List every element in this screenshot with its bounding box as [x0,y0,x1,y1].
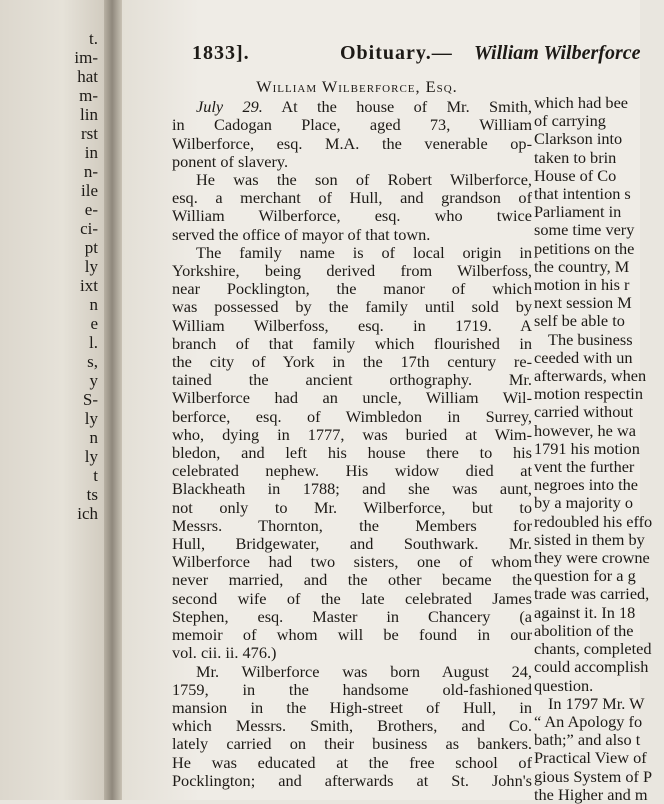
article-line-col2: vent the further [534,457,635,477]
article-line-col2: could accomplish [534,657,649,677]
article-line: bledon, and left his house there to his [172,443,532,463]
article-line: tained the ancient orthography. Mr. [172,370,532,390]
left-page-text-fragment: S- [82,390,98,409]
page-number: 1833]. [192,42,250,64]
column-two [534,94,664,804]
article-line-col2: House of Co [534,165,617,185]
article-line-col2: question for a g [534,566,636,586]
article-line-col2: however, he wa [534,420,636,440]
left-page-text-fragment: pt [84,238,98,257]
article-line-col2: motion respectin [534,384,643,404]
article-line-col2: they were crowne [534,548,650,568]
left-page-text-fragment: e [90,314,98,333]
left-page-text-fragment: ich [77,504,98,523]
article-line-col2: the Higher and m [534,784,648,804]
article-line-col2: that intention s [534,184,631,204]
article-line-col2: “ An Apology fo [534,711,643,731]
article-line: vol. cii. ii. 476.) [172,643,277,663]
article-line: in Cadogan Place, aged 73, William [172,115,532,135]
left-page-text-fragment: rst [81,124,98,143]
left-page-text-fragment: n- [83,162,98,181]
article-line-col2: taken to brin [534,147,617,167]
article-line: branch of that family which flourished in [172,333,532,353]
article-line: 1759, in the handsome old-fashioned [172,679,532,699]
article-line-col2: In 1797 Mr. W [548,693,645,713]
column-one [172,78,532,790]
article-line: lately carried on their business as bankers. [172,734,532,754]
article-line-col2: next session M [534,293,632,313]
left-page-text-fragment: ly [84,257,98,276]
article-line: He was the son of Robert Wilberforce, [196,170,532,190]
left-page-text-fragment: ci- [80,219,98,238]
article-line: berforce, esq. of Wimbledon in Surrey, [172,406,532,426]
article-line-col2: ceeded with un [534,347,633,367]
article-line: Yorkshire, being derived from Wilberfoss, [172,261,532,281]
article-line-col2: which had bee [534,93,629,112]
article-line: the city of York in the 17th century re- [172,352,532,372]
left-page-text-fragment: m- [79,86,98,105]
article-line: Hull, Bridgewater, and Southwark. Mr. [172,534,532,554]
article-line: Pocklington; and afterwards at St. John's [172,770,532,790]
left-page-text-fragment: s, [87,352,98,371]
article-line-col2: petitions on the [534,238,635,258]
left-page-text-fragment: t [93,466,98,485]
article-line: was possessed by the family until sold by [172,297,532,317]
left-page-text-fragment: ixt [80,276,98,295]
article-line: William Wilberfoss, esq. in 1719. A [172,315,532,335]
article-line: Wilberforce had two sisters, one of whom [172,552,532,572]
article-line-col2: The business [548,329,633,349]
article-line: second wife of the late celebrated James [172,588,532,608]
left-page-text-fragment: ly [84,447,98,466]
section-title: Obituary.— [340,42,453,64]
left-page-text-fragment: im- [74,48,98,67]
article-line: William Wilberforce, esq. who twice [172,206,532,226]
article-line-col2: by a majority o [534,493,634,513]
article-line-col2: chants, completed [534,639,652,659]
article-line: Wilberforce, esq. M.A. the venerable op- [172,133,532,153]
article-line-col2: 1791 his motion [534,438,640,458]
left-page-text-fragment: hat [77,67,98,86]
book-gutter [104,0,122,800]
article-line: memoir of whom will be found in our [172,625,532,645]
article-line: who, dying in 1777, was buried at Wim- [172,424,532,444]
article-line: Blackheath in 1788; and she was aunt, [172,479,532,499]
article-line: near Pocklington, the manor of which [172,279,532,299]
left-page-text-fragment: lin [80,105,98,124]
article-line-col2: self be able to [534,311,625,331]
article-line-col2: Clarkson into [534,129,623,149]
article-line-col2: of carrying [534,111,606,131]
article-line-col2: trade was carried, [534,584,650,604]
left-page-text-fragment: n [89,295,98,314]
article-line: He was educated at the free school of [172,752,532,772]
article-line-col2: the country, M [534,256,630,276]
article-line-col2: carried without [534,402,634,422]
article-line [172,98,532,116]
running-header [192,42,652,72]
article-line: ponent of slavery. [172,151,289,171]
article-line: esq. a merchant of Hull, and grandson of [172,188,532,208]
article-line-col2: negroes into the [534,475,638,495]
article-line-text: At the house of Mr. Smith, [262,97,532,117]
article-line: Stephen, esq. Master in Chancery (a [172,606,532,626]
article-line-col2: afterwards, when [534,366,647,386]
article-line-col2: redoubled his effo [534,511,653,531]
article-line: mansion in the High-street of Hull, in [172,697,532,717]
article-line-col2: gious System of P [534,766,653,786]
article-line: The family name is of local origin in [196,242,532,262]
article-line-col2: bath;” and also t [534,730,641,750]
article-line: not only to Mr. Wilberforce, but to [172,497,532,517]
left-page-text-fragment: y [89,371,98,390]
left-page-text-fragment: ile [81,181,98,200]
left-page-fragment [0,0,104,800]
article-line-col2: motion in his r [534,275,630,295]
article-heading: William Wilberforce, Esq. [256,77,458,96]
article-line-col2: question. [534,675,594,695]
article-line-col2: sisted in them by [534,529,645,549]
article-line-col2: Parliament in [534,202,622,222]
article-line-col2: abolition of the [534,620,634,640]
article-line: never married, and the other became the [172,570,532,590]
article-line: Mr. Wilberforce was born August 24, [196,661,532,681]
left-page-text-fragment: e- [84,200,98,219]
header-subject: William Wilberforce [474,42,641,64]
left-page-text-fragment: ly [84,409,98,428]
article-date: July 29. [196,97,263,117]
left-page-text-fragment: t. [89,29,98,48]
article-line: Wilberforce had an uncle, William Wil- [172,388,532,408]
left-page-text-fragment: n [89,428,98,447]
right-page [122,0,653,804]
article-line-col2: Practical View of [534,748,647,768]
article-line: which Messrs. Smith, Brothers, and Co. [172,716,532,736]
article-line: served the office of mayor of that town. [172,224,431,244]
article-line: celebrated nephew. His widow died at [172,461,532,481]
article-line: Messrs. Thornton, the Members for [172,515,532,535]
left-page-text-fragment: in [84,143,98,162]
article-line-col2: against it. In 18 [534,602,636,622]
article-line-col2: some time very [534,220,635,240]
left-page-text-fragment: ts [86,485,98,504]
left-page-text-fragment: l. [89,333,98,352]
